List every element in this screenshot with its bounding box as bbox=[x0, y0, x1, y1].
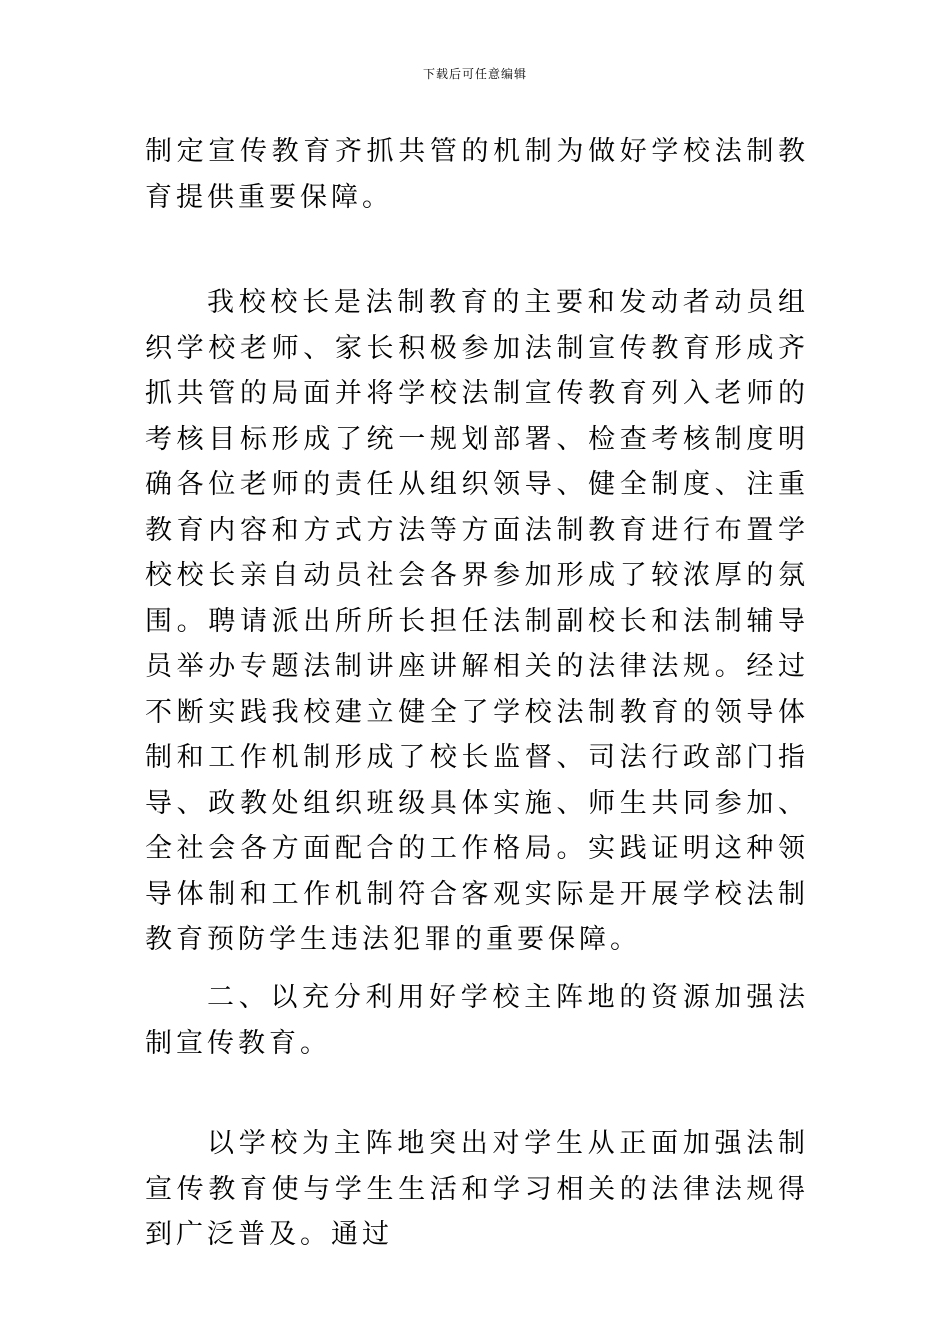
paragraph-main-position: 以学校为主阵地突出对学生从正面加强法制宣传教育使与学生生活和学习相关的法律法规得到广泛普及。通过 bbox=[145, 1128, 809, 1250]
paragraph-leadership: 我校校长是法制教育的主要和发动者动员组织学校老师、家长积极参加法制宣传教育形成齐抓共管的局面并将学校法制宣传教育列入老师的考核目标形成了统一规划部署、检查考核制度明确各位老师的责任从组织领导、健全制度、注重教育内容和方式方法等方面法制教育进行布置学校校长亲自动员社会各界参加形成了较浓厚的氛围。聘请派出所所长担任法制副校长和法制辅导员举办专题法制讲座讲解相关的法律法规。经过不断实践我校建立健全了学校法制教育的领导体制和工作机制形成了校长监督、司法行政部门指导、政教处组织班级具体实施、师生共同参加、全社会各方面配合的工作格局。实践证明这种领导体制和工作机制符合客观实际是开展学校法制教育预防学生违法犯罪的重要保障。 bbox=[145, 287, 809, 955]
paragraph-continuation: 制定宣传教育齐抓共管的机制为做好学校法制教育提供重要保障。 bbox=[145, 136, 809, 213]
page-header: 下载后可任意编辑 bbox=[422, 67, 527, 81]
section-heading-two: 二、以充分利用好学校主阵地的资源加强法制宣传教育。 bbox=[145, 982, 809, 1059]
